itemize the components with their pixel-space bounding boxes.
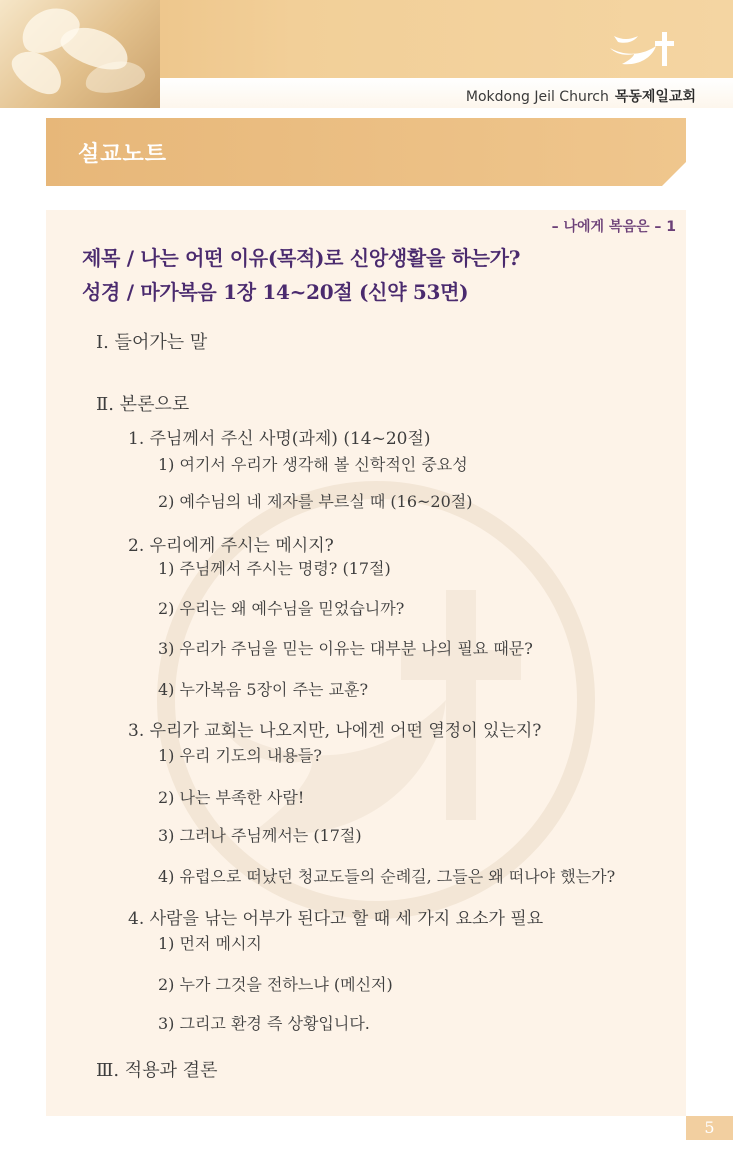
outline-item: 1) 먼저 메시지 bbox=[158, 934, 262, 953]
dove-cross-logo-icon bbox=[604, 22, 684, 74]
section-title: 설교노트 bbox=[78, 142, 168, 167]
outline-point: 4. 사람을 낚는 어부가 된다고 할 때 세 가지 요소가 필요 bbox=[128, 909, 544, 929]
page-number: 5 bbox=[686, 1116, 733, 1140]
folded-corner bbox=[662, 162, 686, 186]
outline-item: 2) 예수님의 네 제자를 부르실 때 (16~20절) bbox=[158, 492, 473, 511]
sermon-scripture: 성경 / 마가복음 1장 14~20절 (신약 53면) bbox=[82, 280, 469, 304]
outline-item: 1) 우리 기도의 내용들? bbox=[158, 746, 322, 765]
outline-item: 2) 우리는 왜 예수님을 믿었습니까? bbox=[158, 599, 405, 618]
outline-section: Ⅲ. 적용과 결론 bbox=[96, 1060, 218, 1081]
church-name-ko: 목동제일교회 bbox=[614, 89, 696, 105]
outline-item: 3) 그러나 주님께서는 (17절) bbox=[158, 826, 362, 845]
church-name-en: Mokdong Jeil Church bbox=[465, 89, 609, 105]
outline-point: 1. 주님께서 주신 사명(과제) (14~20절) bbox=[128, 429, 431, 449]
outline-item: 1) 주님께서 주시는 명령? (17절) bbox=[158, 559, 391, 578]
sermon-note-panel bbox=[46, 210, 686, 1116]
outline-item: 2) 나는 부족한 사람! bbox=[158, 788, 305, 807]
outline-point: 3. 우리가 교회는 나오지만, 나에겐 어떤 열정이 있는지? bbox=[128, 721, 542, 741]
lily-book-photo bbox=[0, 0, 160, 108]
sermon-title: 제목 / 나는 어떤 이유(목적)로 신앙생활을 하는가? bbox=[82, 246, 521, 270]
section-title-bar bbox=[46, 118, 686, 186]
outline-item: 1) 여기서 우리가 생각해 볼 신학적인 중요성 bbox=[158, 455, 468, 474]
outline-point: 2. 우리에게 주시는 메시지? bbox=[128, 536, 334, 556]
church-name bbox=[466, 86, 696, 106]
outline-item: 2) 누가 그것을 전하느냐 (메신저) bbox=[158, 975, 393, 994]
outline-section: Ⅱ. 본론으로 bbox=[96, 394, 190, 415]
outline-item: 4) 누가복음 5장이 주는 교훈? bbox=[158, 680, 369, 699]
outline-item: 3) 그리고 환경 즉 상황입니다. bbox=[158, 1014, 370, 1033]
outline-item: 4) 유럽으로 떠났던 청교도들의 순례길, 그들은 왜 떠나야 했는가? bbox=[158, 867, 616, 886]
outline-section: Ⅰ. 들어가는 말 bbox=[96, 332, 208, 353]
sermon-series: – 나에게 복음은 – 1 bbox=[551, 219, 676, 235]
outline-item: 3) 우리가 주님을 믿는 이유는 대부분 나의 필요 때문? bbox=[158, 639, 533, 658]
